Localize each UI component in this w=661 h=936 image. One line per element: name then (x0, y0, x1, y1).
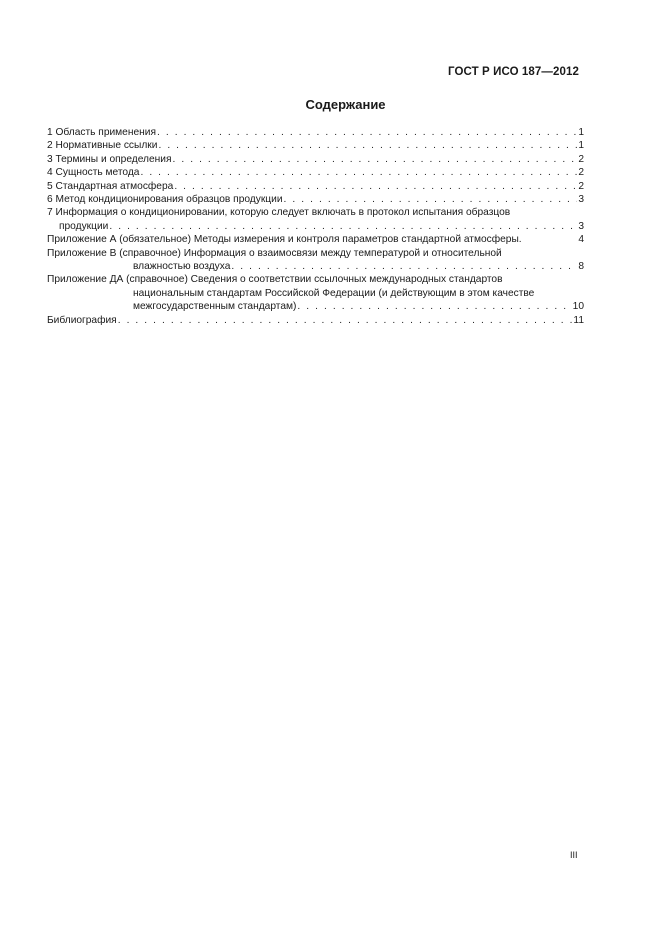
toc-entry-3[interactable] (47, 153, 584, 166)
toc-entry-bibliography[interactable] (47, 314, 584, 327)
dot-leader (284, 193, 578, 206)
dot-leader (158, 139, 577, 152)
toc-entry-text-line1: Приложение В (справочное) Информация о взаимосвязи между температурой и относительной (47, 247, 502, 259)
toc-entry-text: 1 Область применения (47, 127, 156, 138)
toc-entry-6[interactable] (47, 193, 584, 206)
toc-entry-appendix-a[interactable] (47, 233, 584, 246)
toc-page-number: 1 (578, 127, 584, 138)
dot-leader (172, 153, 577, 166)
page-number: III (570, 850, 578, 860)
toc-entry-text: Приложение А (обязательное) Методы измерения и контроля параметров стандартной атмосферы. (47, 234, 522, 246)
dot-leader (140, 166, 577, 179)
toc-entry-appendix-da[interactable] (47, 273, 584, 313)
dot-leader (231, 260, 577, 273)
toc-entry-text: 6 Метод кондиционирования образцов продукции (47, 194, 283, 206)
dot-leader (109, 220, 577, 233)
dot-leader (297, 300, 571, 313)
dot-leader (157, 126, 577, 139)
toc-entry-text: 4 Сущность метода (47, 167, 140, 179)
toc-page-number: 3 (578, 194, 584, 206)
dot-leader (174, 180, 577, 193)
toc-entry-4[interactable] (47, 166, 584, 179)
dot-leader (118, 314, 573, 327)
toc-entry-2[interactable] (47, 139, 584, 152)
toc-entry-text: Библиография (47, 314, 117, 326)
toc-entry-text-line2: национальным стандартам Российской Федерации (и действующим в этом качестве (133, 287, 535, 299)
standard-code: ГОСТ Р ИСО 187—2012 (447, 66, 579, 78)
toc-entry-text: 2 Нормативные ссылки (47, 140, 158, 152)
page-title: Содержание (305, 97, 386, 112)
table-of-contents (47, 126, 584, 327)
toc-entry-text-line1: Приложение ДА (справочное) Сведения о соответствии ссылочных международных стандартов (47, 274, 503, 286)
toc-page-number: 2 (578, 153, 584, 165)
toc-entry-text-line1: 7 Информация о кондиционировании, которую следует включать в протокол испытания образцов (47, 207, 511, 219)
toc-entry-text: влажностью воздуха (133, 261, 231, 273)
toc-entry-text: 3 Термины и определения (47, 153, 172, 165)
toc-page-number: 4 (578, 234, 584, 246)
toc-entry-text: 5 Стандартная атмосфера (47, 180, 174, 192)
toc-page-number: 2 (578, 167, 584, 179)
toc-entry-5[interactable] (47, 180, 584, 193)
toc-entry-7[interactable] (47, 206, 584, 233)
toc-entry-text: продукции (59, 220, 109, 232)
toc-entry-appendix-b[interactable] (47, 247, 584, 274)
toc-entry-text: межгосударственным стандартам) (133, 301, 297, 313)
toc-page-number: 10 (572, 301, 584, 313)
toc-page-number: 1 (578, 140, 584, 152)
toc-page-number: 3 (578, 220, 584, 232)
toc-page-number: 8 (578, 261, 584, 273)
toc-entry-1[interactable] (47, 126, 584, 139)
toc-page-number: 11 (573, 314, 584, 326)
toc-page-number: 2 (578, 180, 584, 192)
